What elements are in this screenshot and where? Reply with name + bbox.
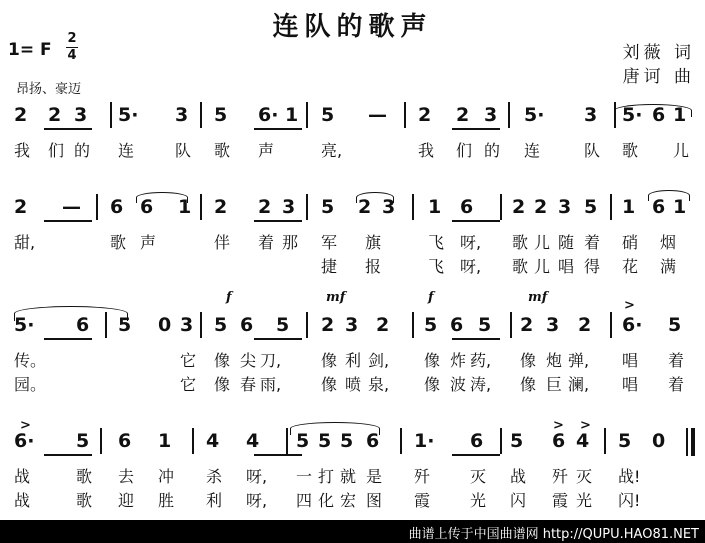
note: 0 — [652, 430, 666, 452]
note: 1 — [158, 430, 172, 452]
note: 5 — [118, 314, 132, 336]
barline — [192, 428, 194, 454]
lyric-verse-2: 宏 — [340, 491, 357, 510]
note: 6· — [622, 314, 643, 336]
lyric-verse-1: 一 — [296, 467, 313, 486]
dynamic-marking: f — [428, 290, 434, 305]
note: 3 — [74, 104, 88, 126]
note: 4 — [206, 430, 220, 452]
note: 2 — [418, 104, 432, 126]
lyric-verse-2: 澜, — [568, 375, 590, 394]
barline — [400, 428, 402, 454]
lyric-verse-1: 亮, — [321, 141, 343, 160]
note: 5 — [276, 314, 290, 336]
lyric-verse-1: 硝 — [622, 233, 639, 252]
note: 2 — [456, 104, 470, 126]
lyric-verse-1: 们 — [48, 141, 65, 160]
note: 2 — [520, 314, 534, 336]
note: 6· — [258, 104, 279, 126]
barline — [100, 428, 102, 454]
note: 3 — [382, 196, 396, 218]
lyric-verse-2: 春 — [240, 375, 257, 394]
final-barline — [691, 428, 695, 456]
barline — [500, 428, 502, 454]
note: 5· — [622, 104, 643, 126]
beam-underline — [254, 220, 302, 222]
barline — [404, 102, 406, 128]
slur — [290, 422, 380, 435]
lyric-verse-1: 烟 — [660, 233, 677, 252]
note: 2 — [358, 196, 372, 218]
beam-underline — [452, 220, 500, 222]
note: 2 — [578, 314, 592, 336]
note: 5 — [510, 430, 524, 452]
lyric-verse-2: 像 — [520, 375, 537, 394]
lyric-verse-2: 波 — [450, 375, 467, 394]
note: 1 — [428, 196, 442, 218]
note: 5 — [668, 314, 682, 336]
lyric-verse-2: 利 — [206, 491, 223, 510]
footer-bar — [0, 520, 705, 543]
note: 3 — [558, 196, 572, 218]
lyric-verse-1: 歼 — [414, 467, 431, 486]
lyric-verse-1: 灭 — [470, 467, 487, 486]
lyric-verse-1: 唱 — [622, 351, 639, 370]
lyric-verse-1: 打 — [318, 467, 335, 486]
lyric-verse-1: 像 — [424, 351, 441, 370]
tempo-marking: 昂扬、豪迈 — [16, 82, 82, 97]
note: 6· — [14, 430, 35, 452]
lyric-verse-1: 歌 — [622, 141, 639, 160]
lyric-verse-1: 我 — [418, 141, 435, 160]
lyric-verse-1: 着 — [668, 351, 685, 370]
note: 5 — [340, 430, 354, 452]
note: 1 — [673, 104, 687, 126]
lyric-verse-1: 儿 — [534, 233, 551, 252]
lyric-verse-2: 像 — [321, 375, 338, 394]
accent-mark: > — [624, 298, 635, 313]
slur — [136, 192, 188, 203]
barline — [200, 102, 202, 128]
dynamic-marking: mf — [528, 290, 548, 305]
lyric-verse-1: 歌 — [214, 141, 231, 160]
lyric-verse-1: 的 — [74, 141, 91, 160]
lyric-verse-1: 旗 — [365, 233, 382, 252]
lyric-verse-1: 我 — [14, 141, 31, 160]
barline — [96, 194, 98, 220]
lyric-verse-2: 园。 — [14, 375, 47, 394]
barline — [500, 194, 502, 220]
lyric-verse-2: 捷 — [321, 257, 338, 276]
lyricist-credit: 刘薇 词 — [622, 43, 695, 63]
lyric-verse-1: 声 — [258, 141, 275, 160]
note: 3 — [484, 104, 498, 126]
lyric-verse-2: 得 — [584, 257, 601, 276]
lyric-verse-2: 化 — [318, 491, 335, 510]
note: 0 — [158, 314, 172, 336]
note: 6 — [552, 430, 566, 452]
lyric-verse-1: 呀, — [246, 467, 268, 486]
note: 6 — [652, 104, 666, 126]
lyric-verse-1: 弹, — [568, 351, 590, 370]
note: 6 — [460, 196, 474, 218]
lyric-verse-1: 是 — [366, 467, 383, 486]
note: 1 — [622, 196, 636, 218]
note: 5 — [424, 314, 438, 336]
lyric-verse-2: 报 — [365, 257, 382, 276]
accent-mark: > — [20, 418, 31, 433]
note: 5 — [296, 430, 310, 452]
note: 2 — [512, 196, 526, 218]
lyric-verse-1: 药, — [470, 351, 492, 370]
key-signature: 1= F — [8, 40, 52, 60]
barline — [604, 428, 606, 454]
note: 2 — [321, 314, 335, 336]
lyric-verse-1: 灭 — [576, 467, 593, 486]
accent-mark: > — [580, 418, 591, 433]
note: 2 — [14, 104, 28, 126]
lyric-verse-1: 歌 — [512, 233, 529, 252]
final-barline — [686, 428, 688, 456]
note: 2 — [258, 196, 272, 218]
note: 1 — [285, 104, 299, 126]
lyric-verse-1: 刀, — [260, 351, 282, 370]
lyric-verse-1: 儿 — [673, 141, 690, 160]
note: 6 — [450, 314, 464, 336]
lyric-verse-1: 冲 — [158, 467, 175, 486]
barline — [200, 194, 202, 220]
barline — [508, 102, 510, 128]
lyric-verse-2: 霞 — [414, 491, 431, 510]
note: 2 — [14, 196, 28, 218]
note: 5 — [478, 314, 492, 336]
lyric-verse-2: 歌 — [76, 491, 93, 510]
note: 5 — [584, 196, 598, 218]
note: 5 — [618, 430, 632, 452]
barline — [412, 194, 414, 220]
note: 2 — [214, 196, 228, 218]
lyric-verse-2: 儿 — [534, 257, 551, 276]
lyric-verse-1: 炮 — [546, 351, 563, 370]
note: 2 — [534, 196, 548, 218]
lyric-verse-2: 呀, — [246, 491, 268, 510]
lyric-verse-2: 四 — [296, 491, 313, 510]
dynamic-marking: mf — [326, 290, 346, 305]
lyric-verse-2: 唱 — [622, 375, 639, 394]
beam-underline — [254, 454, 302, 456]
beam-underline — [452, 338, 500, 340]
note: 4 — [246, 430, 260, 452]
beam-underline — [254, 338, 302, 340]
note: 5 — [214, 104, 228, 126]
lyric-verse-2: 歌 — [512, 257, 529, 276]
note: 6 — [470, 430, 484, 452]
note: 5 — [321, 104, 335, 126]
time-bottom: 4 — [67, 48, 77, 63]
lyric-verse-1: 尖 — [240, 351, 257, 370]
note: 1 — [178, 196, 192, 218]
lyric-verse-1: 呀, — [460, 233, 482, 252]
slur — [648, 190, 690, 201]
note: 3 — [345, 314, 359, 336]
accent-mark: > — [553, 418, 564, 433]
note: 6 — [140, 196, 154, 218]
lyric-verse-1: 队 — [584, 141, 601, 160]
note: 6 — [110, 196, 124, 218]
lyric-verse-1: 伴 — [214, 233, 231, 252]
dynamic-marking: f — [226, 290, 232, 305]
lyric-verse-1: 的 — [484, 141, 501, 160]
lyric-verse-2: 霞 — [552, 491, 569, 510]
lyric-verse-1: 随 — [558, 233, 575, 252]
lyric-verse-1: 传。 — [14, 351, 47, 370]
lyric-verse-2: 呀, — [460, 257, 482, 276]
lyric-verse-1: 甜, — [14, 233, 36, 252]
lyric-verse-1: 利 — [345, 351, 362, 370]
lyric-verse-2: 像 — [214, 375, 231, 394]
lyric-verse-2: 光 — [470, 491, 487, 510]
lyric-verse-2: 闪 — [510, 491, 527, 510]
barline — [306, 102, 308, 128]
note: 2 — [376, 314, 390, 336]
note: 3 — [180, 314, 194, 336]
note: 5 — [214, 314, 228, 336]
note: 3 — [175, 104, 189, 126]
note: — — [62, 196, 81, 218]
note: 5· — [118, 104, 139, 126]
lyric-verse-2: 花 — [622, 257, 639, 276]
lyric-verse-1: 歼 — [552, 467, 569, 486]
lyric-verse-1: 剑, — [368, 351, 390, 370]
note: 5 — [76, 430, 90, 452]
lyric-verse-1: 声 — [140, 233, 157, 252]
lyric-verse-2: 闪! — [618, 491, 641, 510]
slur — [14, 306, 128, 321]
barline — [110, 102, 112, 128]
lyric-verse-1: 连 — [524, 141, 541, 160]
lyric-verse-1: 歌 — [76, 467, 93, 486]
barline — [306, 312, 308, 338]
lyric-verse-2: 雨, — [260, 375, 282, 394]
lyric-verse-2: 战 — [14, 491, 31, 510]
lyric-verse-2: 喷 — [345, 375, 362, 394]
barline — [306, 194, 308, 220]
time-top: 2 — [67, 31, 77, 46]
lyric-verse-2: 图 — [366, 491, 383, 510]
song-title: 连队的歌声 — [272, 12, 433, 42]
barline — [286, 428, 288, 454]
lyric-verse-1: 连 — [118, 141, 135, 160]
barline — [510, 312, 512, 338]
note: 3 — [584, 104, 598, 126]
lyric-verse-2: 着 — [668, 375, 685, 394]
lyric-verse-1: 就 — [340, 467, 357, 486]
note: 3 — [546, 314, 560, 336]
footer-text: 曲谱上传于中国曲谱网 http://QUPU.HAO81.NET — [408, 527, 699, 542]
time-signature — [66, 32, 78, 63]
lyric-verse-2: 涛, — [470, 375, 492, 394]
lyric-verse-1: 杀 — [206, 467, 223, 486]
note: 5· — [14, 314, 35, 336]
lyric-verse-1: 飞 — [428, 233, 445, 252]
lyric-verse-2: 像 — [424, 375, 441, 394]
note: 6 — [118, 430, 132, 452]
note: 6 — [240, 314, 254, 336]
lyric-verse-1: 它 — [180, 351, 197, 370]
lyric-verse-2: 唱 — [558, 257, 575, 276]
lyric-verse-1: 着 — [258, 233, 275, 252]
lyric-verse-2: 巨 — [546, 375, 563, 394]
beam-underline — [44, 454, 92, 456]
beam-underline — [44, 220, 92, 222]
note: 6 — [76, 314, 90, 336]
slur — [614, 104, 692, 117]
note: 2 — [48, 104, 62, 126]
note: 1· — [414, 430, 435, 452]
lyric-verse-2: 光 — [576, 491, 593, 510]
note: — — [368, 104, 387, 126]
composer-credit: 唐诃 曲 — [622, 67, 695, 87]
slur — [356, 192, 394, 203]
beam-underline — [44, 128, 92, 130]
beam-underline — [254, 128, 302, 130]
lyric-verse-1: 战! — [618, 467, 641, 486]
barline — [200, 312, 202, 338]
note: 6 — [366, 430, 380, 452]
barline — [412, 312, 414, 338]
beam-underline — [44, 338, 92, 340]
note: 3 — [282, 196, 296, 218]
note: 1 — [673, 196, 687, 218]
lyric-verse-2: 飞 — [428, 257, 445, 276]
lyric-verse-1: 像 — [214, 351, 231, 370]
barline — [610, 194, 612, 220]
lyric-verse-1: 歌 — [110, 233, 127, 252]
lyric-verse-1: 像 — [520, 351, 537, 370]
lyric-verse-2: 泉, — [368, 375, 390, 394]
lyric-verse-1: 战 — [510, 467, 527, 486]
note: 5· — [524, 104, 545, 126]
lyric-verse-1: 炸 — [450, 351, 467, 370]
beam-underline — [452, 128, 500, 130]
note: 5 — [318, 430, 332, 452]
lyric-verse-1: 像 — [321, 351, 338, 370]
note: 6 — [652, 196, 666, 218]
lyric-verse-1: 队 — [175, 141, 192, 160]
lyric-verse-1: 着 — [584, 233, 601, 252]
lyric-verse-1: 军 — [321, 233, 338, 252]
lyric-verse-1: 们 — [456, 141, 473, 160]
lyric-verse-1: 去 — [118, 467, 135, 486]
lyric-verse-2: 迎 — [118, 491, 135, 510]
lyric-verse-2: 满 — [660, 257, 677, 276]
lyric-verse-1: 那 — [282, 233, 299, 252]
barline — [610, 312, 612, 338]
beam-underline — [452, 454, 500, 456]
lyric-verse-2: 它 — [180, 375, 197, 394]
note: 5 — [321, 196, 335, 218]
lyric-verse-2: 胜 — [158, 491, 175, 510]
note: 4 — [576, 430, 590, 452]
lyric-verse-1: 战 — [14, 467, 31, 486]
